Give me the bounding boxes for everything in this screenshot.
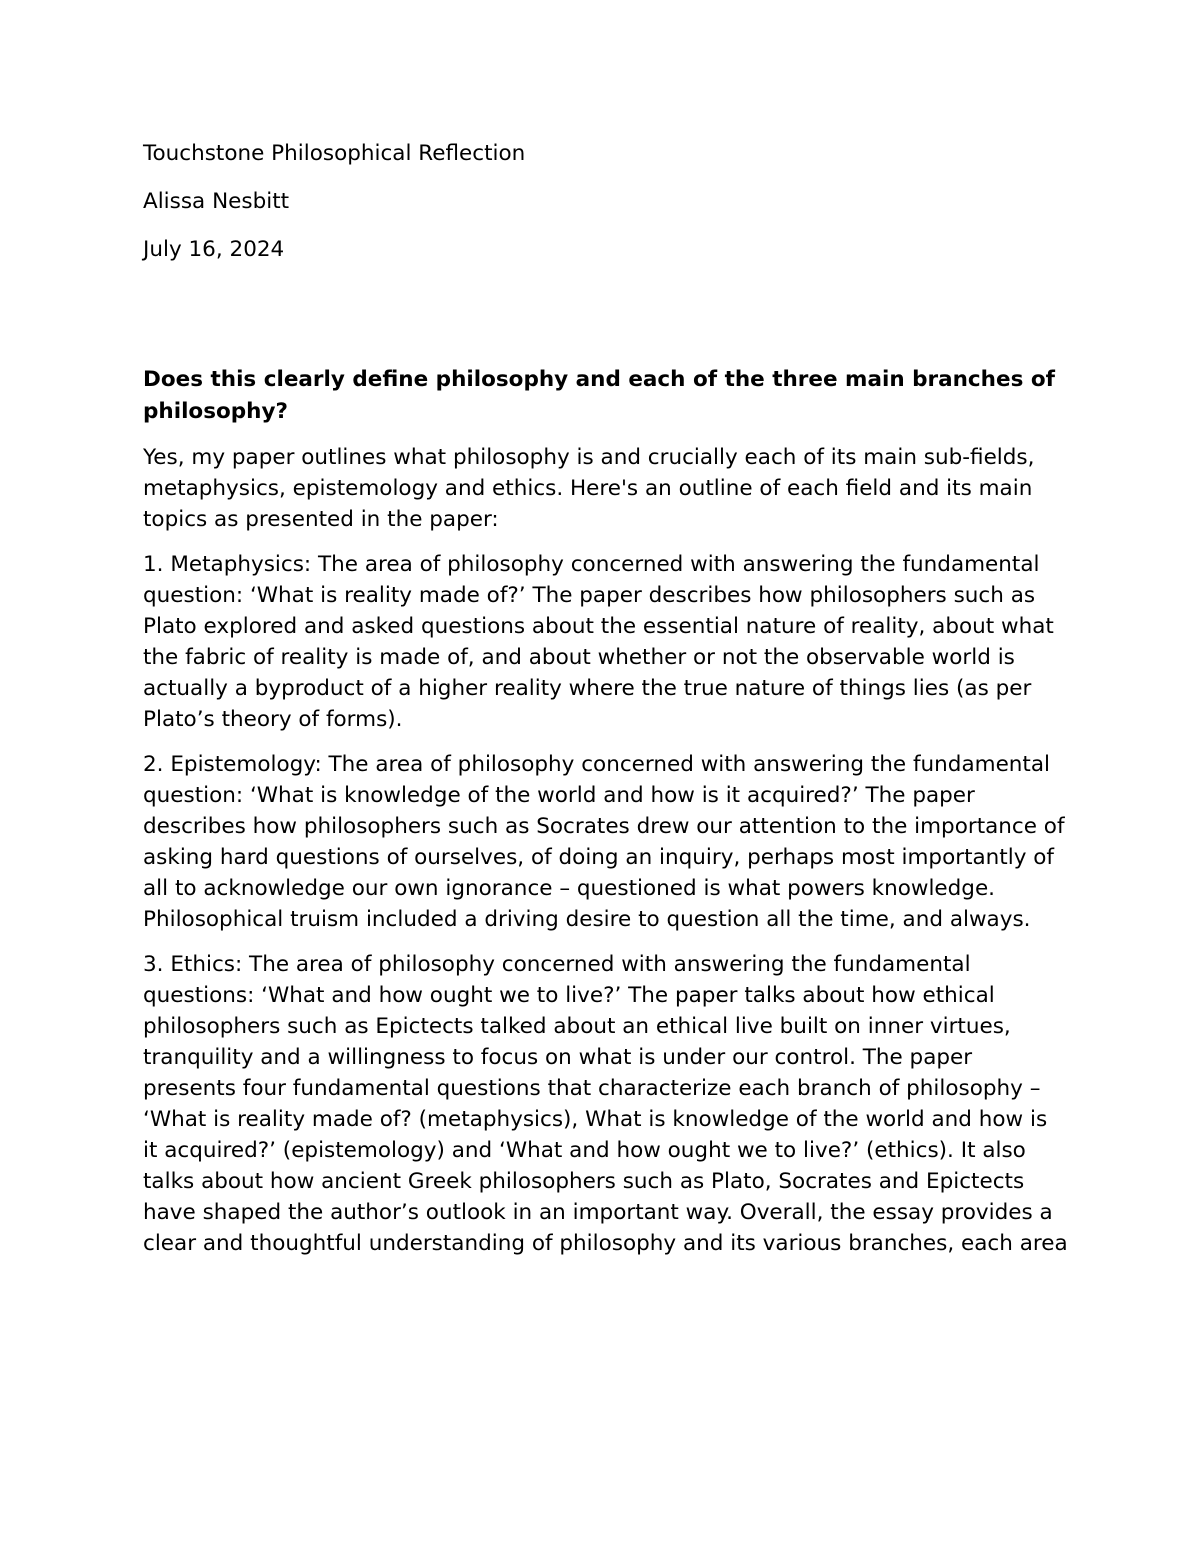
document-title: Touchstone Philosophical Reflection	[143, 141, 526, 166]
metaphysics-paragraph: 1. Metaphysics: The area of philosophy concerned with answering the fundamental question: ‘What is reality made of?’ The paper describes how philosophers such as Plato explored and asked questions about the essential nature of reality, about what the fabric of reality is made of, and about whether or not the observable world is actually a byproduct of a higher reality where the true nature of things lies (as per Plato’s theory of forms).	[143, 552, 1054, 732]
ethics-paragraph: 3. Ethics: The area of philosophy concerned with answering the fundamental questions: ‘What and how ought we to live?’ The paper talks about how ethical philosophers such as Epictects talked about an ethical live built on inner virtues, tranquility and a willingness to focus on what is under our control. The paper presents four fundamental questions that characterize each branch of philosophy – ‘What is reality made of? (metaphysics), What is knowledge of the world and how is it acquired?’ (epistemology) and ‘What and how ought we to live?’ (ethics). It also talks about how ancient Greek philosophers such as Plato, Socrates and Epictects have shaped the author’s outlook in an important way. Overall, the essay provides a clear and thoughtful understanding of philosophy and its various branches, each area	[143, 952, 1068, 1256]
blank-space	[143, 282, 1068, 364]
epistemology-paragraph: 2. Epistemology: The area of philosophy concerned with answering the fundamental question: ‘What is knowledge of the world and how is it acquired?’ The paper describes how philosophers such as Socrates drew our attention to the importance of asking hard questions of ourselves, of doing an inquiry, perhaps most importantly of all to acknowledge our own ignorance – questioned is what powers knowledge. Philosophical truism included a driving desire to question all the time, and always.	[143, 752, 1065, 932]
question-heading: Does this clearly define philosophy and each of the three main branches of philosophy?	[143, 367, 1055, 424]
document-date: July 16, 2024	[143, 237, 285, 262]
document-page	[143, 138, 1068, 1273]
intro-paragraph: Yes, my paper outlines what philosophy is and crucially each of its main sub-fields, metaphysics, epistemology and ethics. Here's an outline of each field and its main topics as presented in the paper:	[143, 445, 1035, 532]
author-name: Alissa Nesbitt	[143, 189, 290, 214]
